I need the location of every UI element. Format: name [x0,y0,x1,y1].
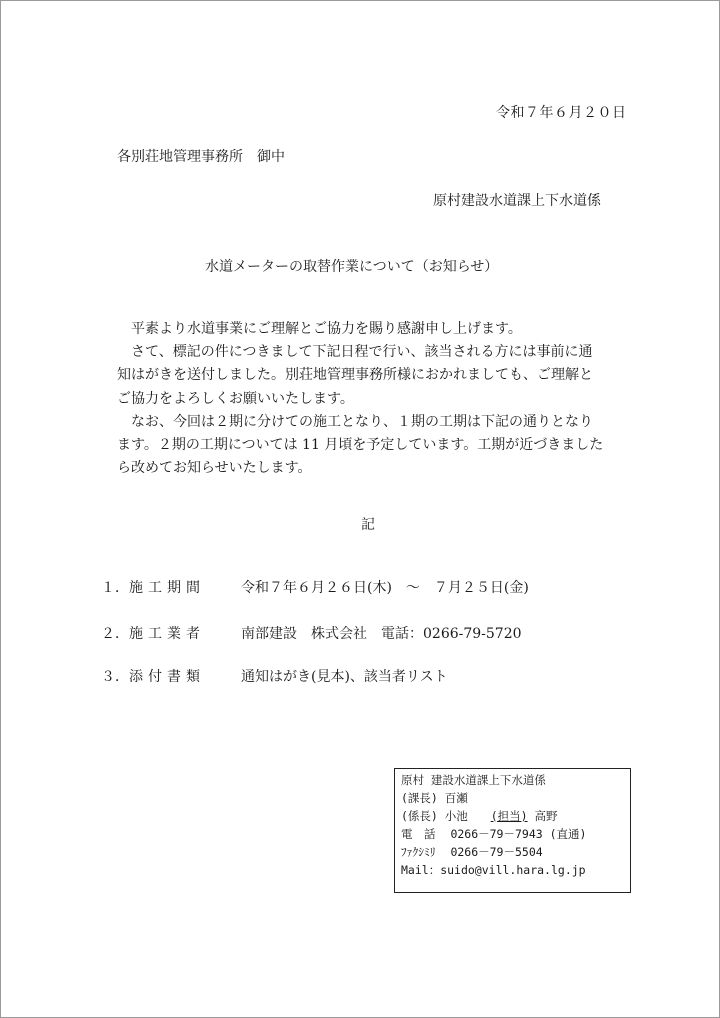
fax-label: ﾌｧｸｼﾐﾘ [401,845,436,859]
body-line: 平素より水道事業にご理解とご協力を賜り感謝申し上げます。 [131,321,522,337]
contact-staff [401,807,630,825]
body-text [117,318,637,480]
document-subject: 水道メーターの取替作業について（お知らせ） [205,259,499,275]
item-label: 施工期間 [129,580,205,596]
item-label: 添付書類 [129,669,205,685]
contact-mail[interactable]: Mail：suido@vill.hara.lg.jp [401,863,586,877]
contact-fax [401,843,630,861]
contact-tanto-name: 高野 [534,809,558,823]
item-number: １． [101,580,129,596]
item-value: 通知はがき(見本)、該当者リスト [241,669,448,685]
item-label: 施工業者 [129,626,205,642]
fax-number: 0266－79－5504 [450,845,543,859]
tel-number: 0266－79－7943 (直通) [450,827,587,841]
recipient: 各別荘地管理事務所 御中 [117,149,285,165]
ki-heading: 記 [361,517,375,533]
body-line: さて、標記の件につきまして下記日程で行い、該当される方には事前に通 [131,344,593,361]
contact-chief: (課長) 百瀬 [401,791,468,805]
contact-sub-chief: (係長) 小池 [401,809,468,823]
sender: 原村建設水道課上下水道係 [433,193,601,209]
item-value: 南部建設 株式会社 電話：0266-79-5720 [241,626,522,642]
body-line: ご協力をよろしくお願いいたします。 [117,390,354,407]
body-line: ら改めてお知らせいたします。 [117,460,312,477]
tel-label: 電 話 [401,827,436,841]
document-date: 令和７年６月２０日 [496,105,627,121]
body-line: 知はがきを送付しました。別荘地管理事務所様におかれましても、ご理解と [117,367,593,384]
item-value: 令和７年６月２６日(木) ～ ７月２５日(金) [241,580,529,596]
contact-tanto-label: (担当) [490,809,528,823]
body-line: ます。２期の工期については 11 月頃を予定しています。工期が近づきました [117,437,604,454]
body-line: なお、今回は２期に分けての施工となり、１期の工期は下記の通りとなり [131,413,593,430]
contact-box [394,768,631,893]
contact-tel [401,825,630,843]
contact-dept: 原村 建設水道課上下水道係 [401,773,546,787]
item-number: ３． [101,669,129,685]
item-number: ２． [101,626,129,642]
